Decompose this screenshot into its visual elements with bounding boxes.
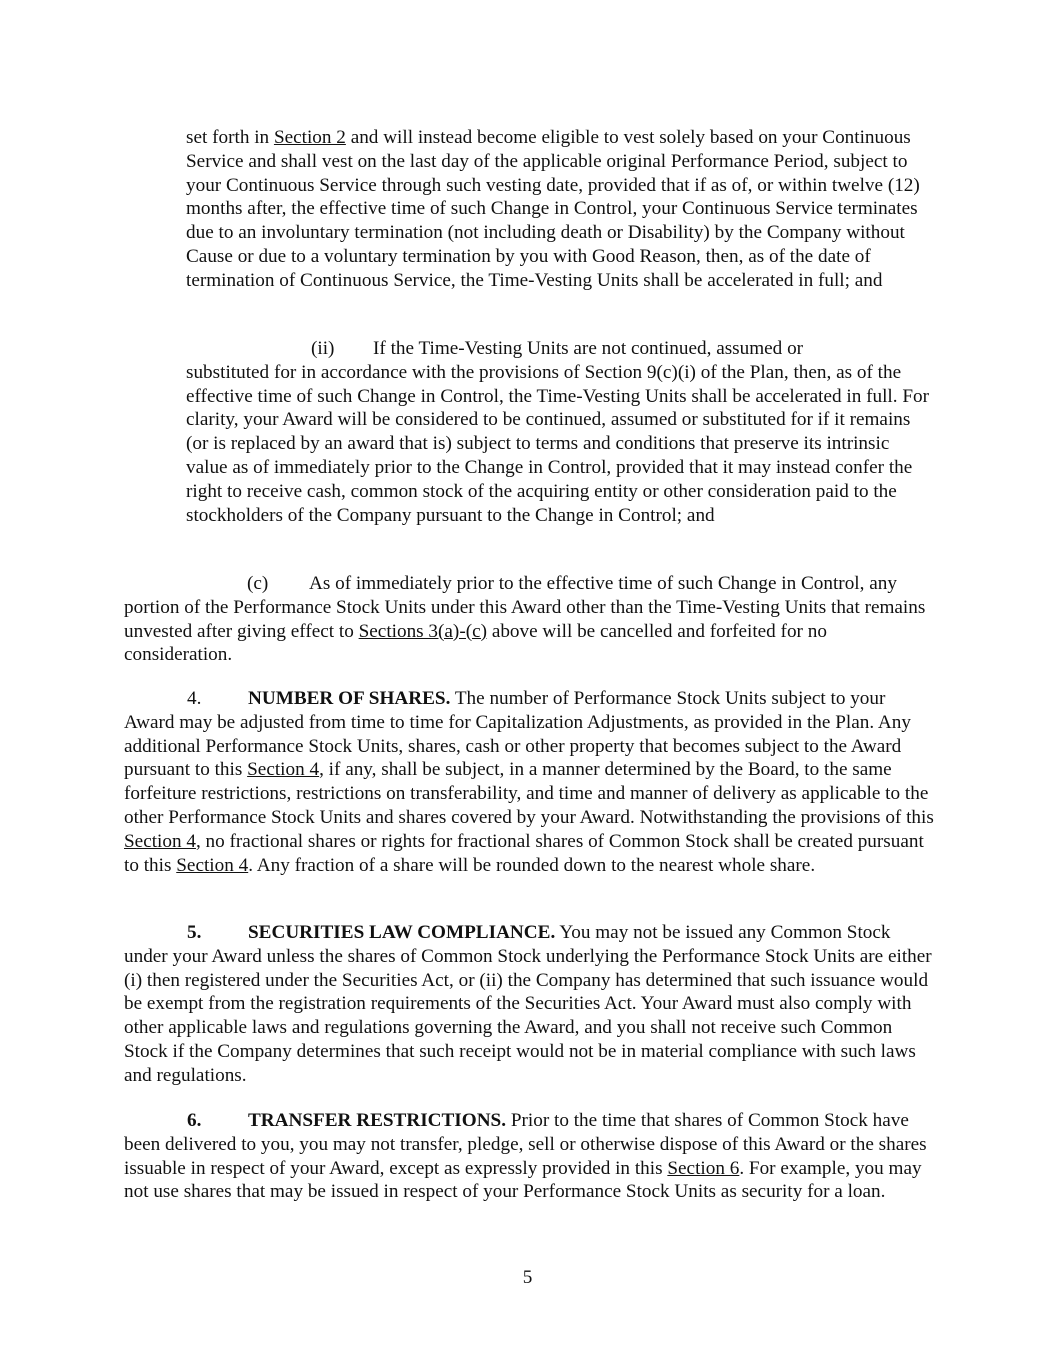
text: . Any fraction of a share will be rounded down to the nearest whole share. bbox=[248, 854, 816, 876]
section-4-reference: Section 4 bbox=[124, 830, 196, 852]
paragraph-c bbox=[124, 572, 934, 667]
section-5-securities-law-compliance bbox=[124, 921, 934, 1088]
text: set forth in bbox=[186, 127, 274, 148]
text: As of immediately prior to the effective time of such Change in Control, any portion of the Performance Stock Units under this Award other than the Time-Vesting Units that remains unvested after giving effect to bbox=[124, 573, 926, 642]
item-number: (ii) bbox=[311, 338, 335, 359]
section-number: 6. bbox=[187, 1110, 202, 1131]
text: substituted for in accordance with the provisions of Section 9(c)(i) of the Plan, then, as of the effective time of such Change in Control, the Time-Vesting Units shall be accelerated in full. For clarity, your Award will be considered to be continued, assumed or substituted for if it remains (or is replaced by an award that is) subject to terms and conditions that preserve its intrinsic value as of immediately prior to the Change in Control, provided that it may instead confer the right to receive cash, common stock of the acquiring entity or other consideration paid to the stockholders of the Company pursuant to the Change in Control; and bbox=[186, 361, 929, 526]
text: Prior to the time that shares of Common Stock have been delivered to you, you may not transfer, pledge, sell or otherwise dispose of this Award or the shares issuable in respect of your Award, except as expressly provided in this bbox=[124, 1110, 927, 1179]
text: . For example, you may not use shares that may be issued in respect of your Performance Stock Units as security for a loan. bbox=[124, 1157, 922, 1203]
text: , no fractional shares or rights for fractional shares of Common Stock shall be created pursuant to this bbox=[124, 830, 924, 876]
section-4-number-of-shares bbox=[124, 687, 934, 877]
text: , if any, shall be subject, in a manner determined by the Board, to the same forfeiture restrictions, restrictions on transferability, and time and manner of delivery as applicable to the other Performance Stock Units and shares covered by your Award. Notwithstanding the provisions of this bbox=[124, 759, 934, 828]
section-6-transfer-restrictions bbox=[124, 1109, 934, 1204]
section-heading: SECURITIES LAW COMPLIANCE. bbox=[248, 922, 556, 943]
text: The number of Performance Stock Units subject to your Award may be adjusted from time to time for Capitalization Adjustments, as provided in the Plan. Any additional Performance Stock Units, shares, cash or other property that becomes subject to the Award pursuant to this bbox=[124, 688, 911, 781]
text: If the Time-Vesting Units are not continued, assumed or bbox=[373, 338, 804, 359]
text: You may not be issued any Common Stock under your Award unless the shares of Common Stock underlying the Performance Stock Units are either (i) then registered under the Securities Act, or (ii) the Company has determined that such issuance would be exempt from the registration requirements of the Securities Act. Your Award must also comply with other applicable laws and regulations governing the Award, and you shall not receive such Common Stock if the Company determines that such receipt would not be in material compliance with such laws and regulations. bbox=[124, 922, 932, 1086]
section-number: 4. bbox=[187, 688, 202, 709]
section-2-reference: Section 2 bbox=[273, 127, 346, 148]
sections-3a-c-reference: Sections 3(a)-(c) bbox=[358, 620, 488, 642]
section-heading: TRANSFER RESTRICTIONS. bbox=[248, 1110, 507, 1131]
section-number: 5. bbox=[187, 922, 202, 943]
item-number: (c) bbox=[247, 573, 269, 594]
section-heading: NUMBER OF SHARES. bbox=[248, 688, 451, 709]
text: above will be cancelled and forfeited for no consideration. bbox=[124, 620, 827, 666]
page-number: 5 bbox=[522, 1267, 533, 1288]
text: and will instead become eligible to vest solely based on your Continuous Service and shall vest on the last day of the applicable original Performance Period, subject to your Continuous Service through such vesting date, provided that if as of, or within twelve (12) months after, the effective time of such Change in Control, your Continuous Service terminates due to an involuntary termination (not including death or Disability) by the Company without Cause or due to a voluntary termination by you with Good Reason, then, as of the date of termination of Continuous Service, the Time-Vesting Units shall be accelerated in full; and bbox=[186, 127, 920, 291]
section-4-reference: Section 4 bbox=[247, 759, 320, 781]
paragraph-ii bbox=[186, 337, 934, 527]
paragraph-continuation bbox=[186, 126, 934, 293]
section-4-reference: Section 4 bbox=[176, 854, 249, 876]
section-6-reference: Section 6 bbox=[667, 1157, 740, 1179]
